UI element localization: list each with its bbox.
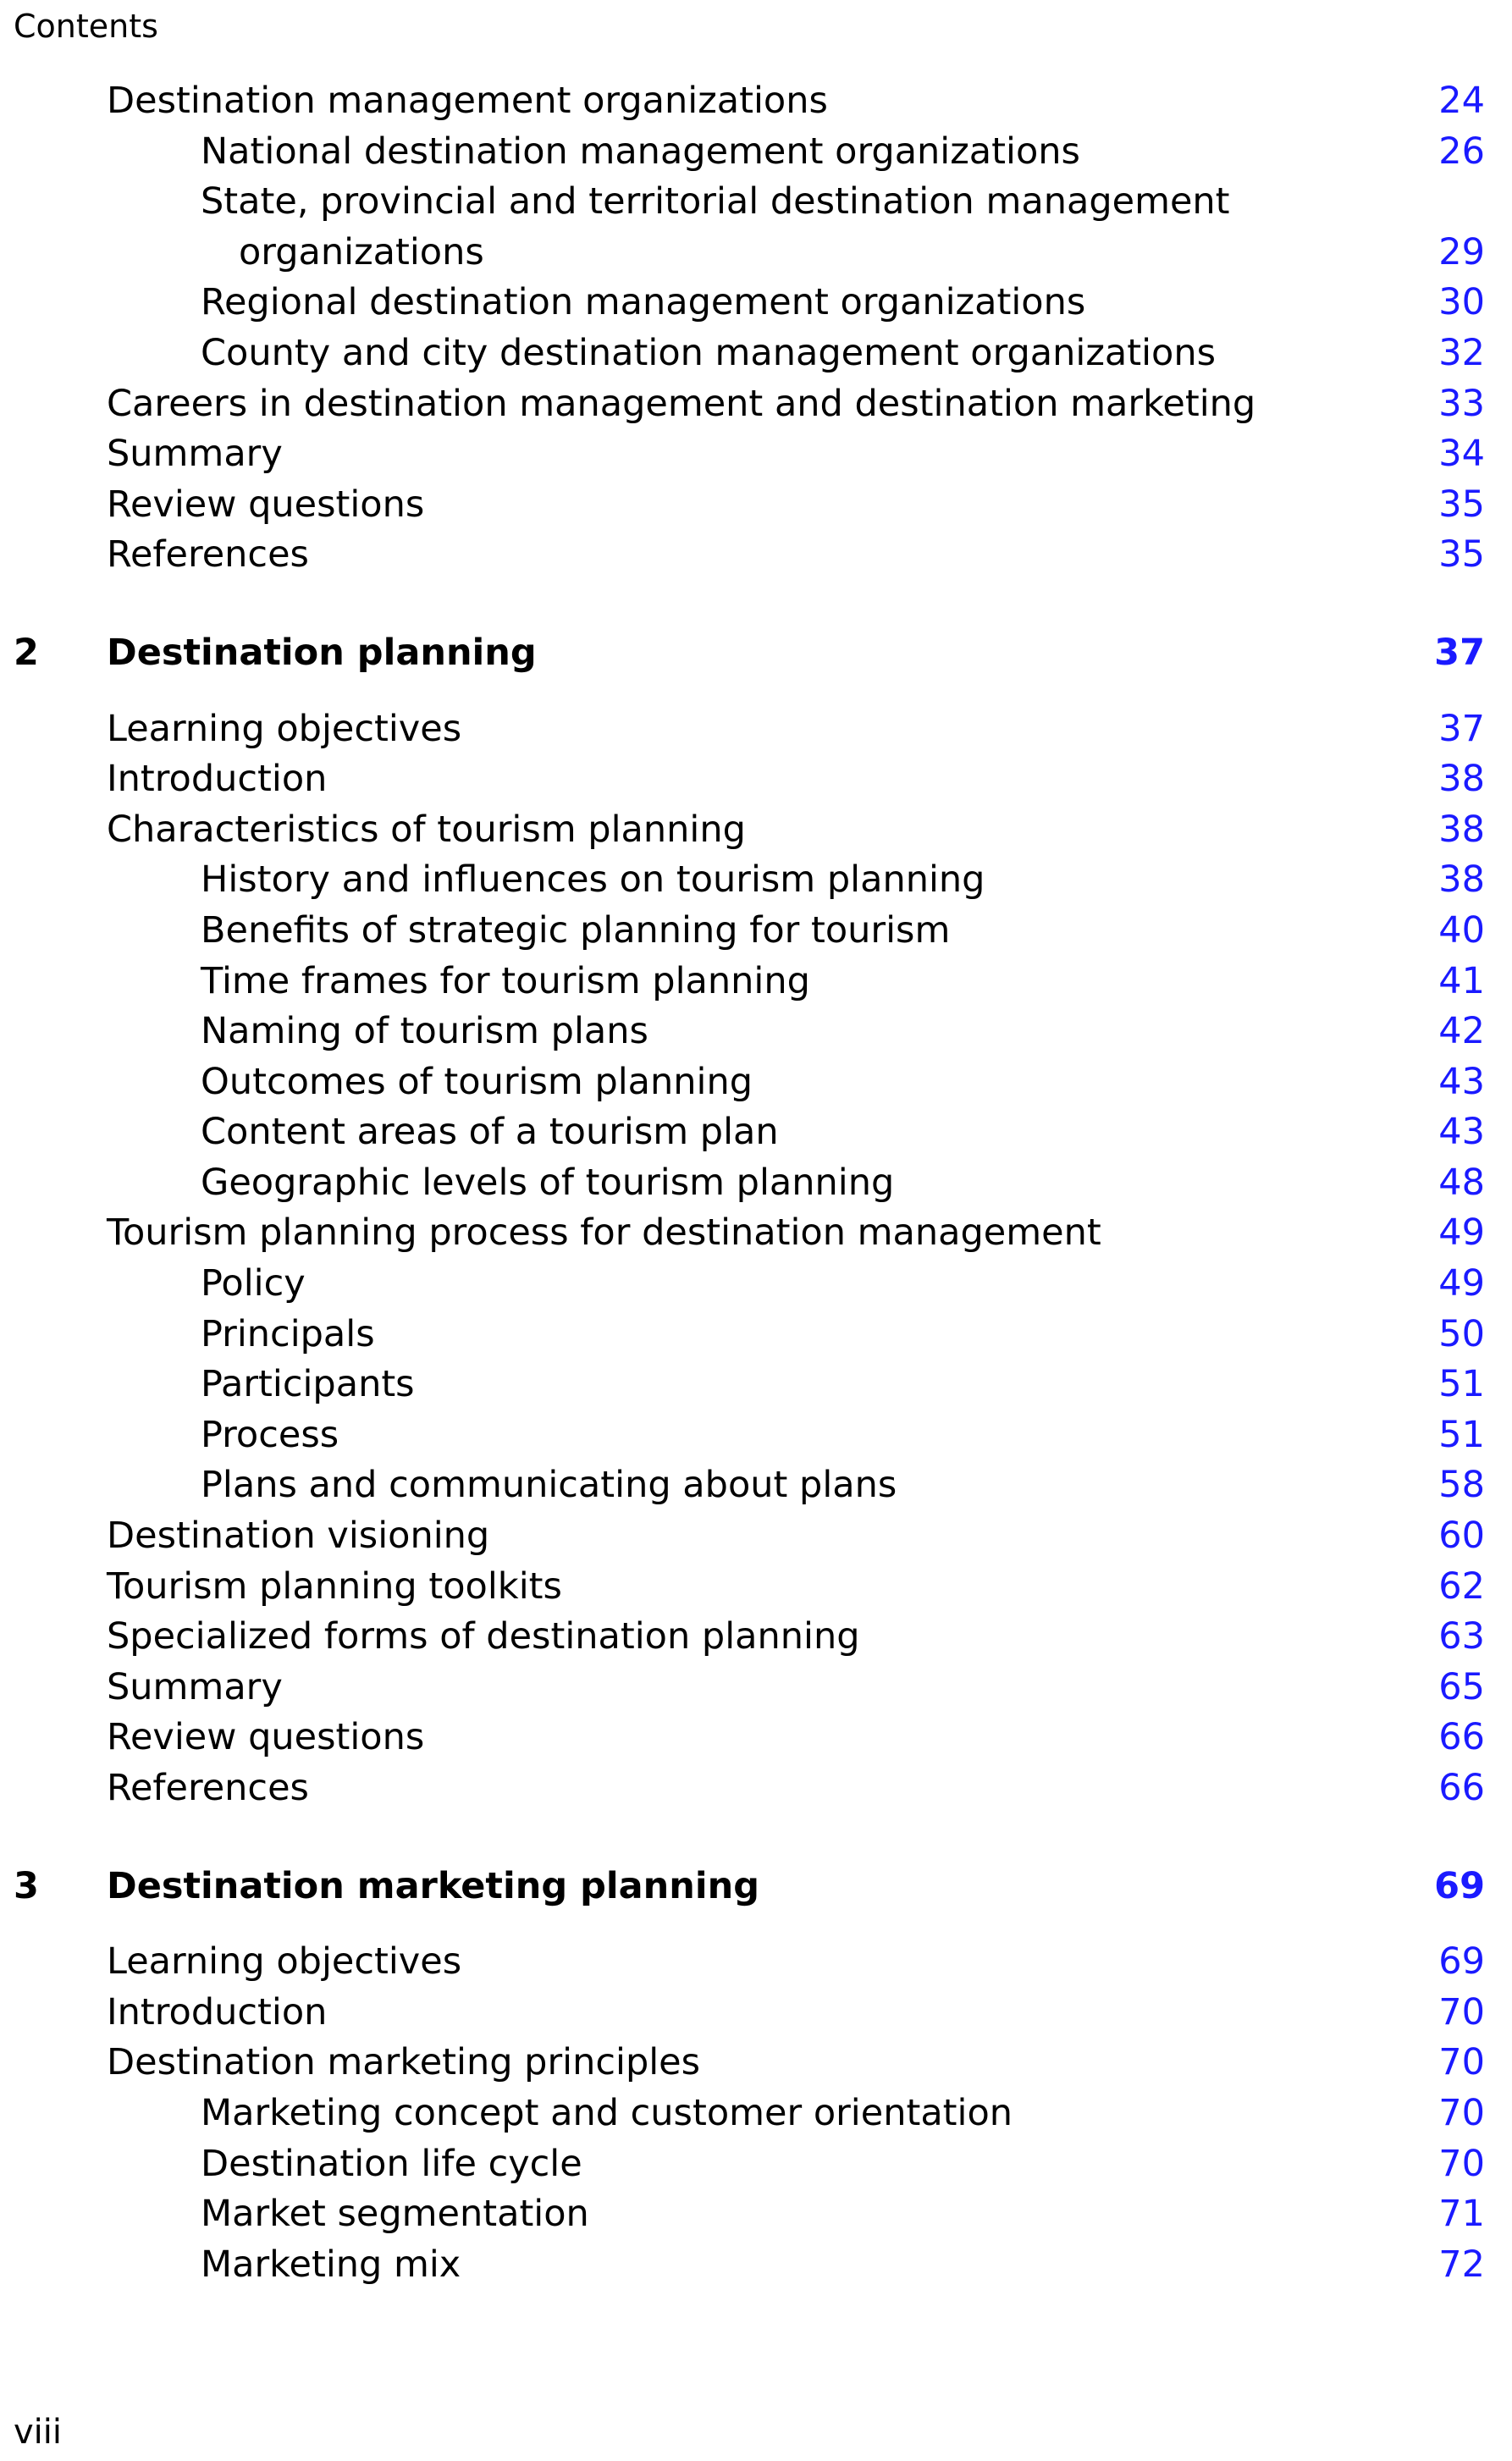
toc-page-number[interactable]: 66 (1438, 1767, 1485, 1809)
toc-page-number[interactable]: 62 (1438, 1564, 1485, 1608)
toc-entry-title: Destination marketing principles (107, 2041, 701, 2084)
toc-entry[interactable] (0, 2038, 1512, 2089)
toc-entry[interactable] (0, 278, 1512, 328)
toc-page-number[interactable]: 71 (1438, 2193, 1485, 2236)
toc-entry[interactable] (0, 379, 1512, 430)
toc-entry[interactable] (0, 2189, 1512, 2240)
toc-page-number[interactable]: 70 (1438, 2142, 1485, 2185)
toc-entry[interactable] (0, 906, 1512, 957)
toc-entry[interactable] (0, 177, 1512, 278)
toc-entry[interactable] (0, 1360, 1512, 1410)
toc-page-number[interactable]: 49 (1438, 1211, 1485, 1255)
toc-entry-title: Policy (201, 1262, 306, 1305)
toc-entry[interactable] (0, 1107, 1512, 1158)
toc-entry-title: Regional destination management organizations (201, 281, 1086, 324)
toc-entry[interactable] (0, 429, 1512, 480)
toc-page-number[interactable]: 49 (1438, 1262, 1485, 1305)
toc-entry-title: Careers in destination management and destination marketing (107, 382, 1256, 425)
toc-entry-title: References (107, 1767, 309, 1809)
toc-page-number[interactable]: 40 (1438, 908, 1485, 952)
chapter-title: Destination planning (107, 631, 537, 674)
toc-entry-title: Review questions (107, 1716, 425, 1759)
toc-page-number[interactable]: 70 (1438, 2041, 1485, 2084)
toc-page-number[interactable]: 35 (1438, 483, 1485, 526)
toc-entry-title: Destination management organizations (107, 80, 828, 122)
toc-entry[interactable] (0, 2240, 1512, 2291)
toc-entry[interactable] (0, 530, 1512, 581)
toc-entry-title: Summary (107, 433, 283, 476)
toc-page-number[interactable]: 63 (1438, 1615, 1485, 1658)
toc-entry-title: Introduction (107, 1990, 328, 2033)
toc-entry-title-line1: State, provincial and territorial destination management (201, 180, 1230, 223)
toc-entry-title: Plans and communicating about plans (201, 1464, 897, 1507)
toc-page-number[interactable]: 38 (1438, 808, 1485, 851)
toc-entry-title: Time frames for tourism planning (201, 959, 810, 1002)
toc-page-number[interactable]: 66 (1438, 1716, 1485, 1759)
toc-entry-title: Content areas of a tourism plan (201, 1111, 779, 1154)
toc-entry-title: Characteristics of tourism planning (107, 808, 746, 851)
toc-page-number[interactable]: 38 (1438, 858, 1485, 902)
toc-entry[interactable] (0, 1460, 1512, 1511)
toc-entry[interactable] (0, 1937, 1512, 1988)
toc-page-number[interactable]: 30 (1438, 281, 1485, 324)
toc-entry-title (201, 177, 1301, 278)
toc-entry[interactable] (0, 127, 1512, 178)
toc-entry-title: Geographic levels of tourism planning (201, 1161, 895, 1204)
toc-page-number[interactable]: 69 (1438, 1940, 1485, 1984)
running-head: Contents (14, 8, 158, 45)
toc-page-number[interactable]: 37 (1434, 631, 1485, 674)
toc-entry-title: Participants (201, 1363, 415, 1406)
toc-entry-title: Specialized forms of destination planning (107, 1615, 860, 1658)
toc-entry-title: National destination management organizations (201, 130, 1080, 173)
toc-page-number[interactable]: 34 (1438, 433, 1485, 476)
toc-page-number[interactable]: 70 (1438, 1990, 1485, 2033)
toc-entry-title: Marketing mix (201, 2243, 461, 2286)
toc-entry[interactable] (0, 1007, 1512, 1057)
chapter-title: Destination marketing planning (107, 1864, 759, 1907)
toc-entry-title: Naming of tourism plans (201, 1010, 648, 1053)
toc-entry[interactable] (0, 1562, 1512, 1613)
toc-entry[interactable] (0, 1612, 1512, 1663)
toc-entry-title: Benefits of strategic planning for tourism (201, 908, 951, 952)
toc-entry[interactable] (0, 1713, 1512, 1763)
toc-page-number[interactable]: 72 (1438, 2243, 1485, 2286)
toc-entry[interactable] (0, 754, 1512, 805)
page-folio: viii (14, 2413, 63, 2452)
toc-entry-title: Process (201, 1413, 339, 1456)
toc-entry-title: Principals (201, 1312, 375, 1355)
toc-page-number[interactable]: 41 (1438, 959, 1485, 1002)
toc-entry-title: References (107, 533, 309, 577)
toc-page-number[interactable]: 26 (1438, 130, 1485, 173)
toc-entry-title: Outcomes of tourism planning (201, 1060, 753, 1103)
toc-entry[interactable] (0, 1310, 1512, 1360)
toc-entry-title: History and influences on tourism planning (201, 858, 985, 902)
toc-page-number[interactable]: 37 (1438, 707, 1485, 750)
toc-entry-title: Learning objectives (107, 1940, 462, 1984)
toc-page-number[interactable]: 48 (1438, 1161, 1485, 1204)
toc-entry-title: Destination life cycle (201, 2142, 582, 2185)
toc-page-number[interactable]: 58 (1438, 1464, 1485, 1507)
toc-page-number[interactable]: 32 (1438, 331, 1485, 374)
toc-entry[interactable] (0, 1763, 1512, 1814)
toc-entry[interactable] (0, 2089, 1512, 2139)
toc-entry[interactable] (0, 1410, 1512, 1461)
chapter-heading-3[interactable] (0, 1862, 1512, 1912)
toc-entry[interactable] (0, 855, 1512, 906)
toc-entry[interactable] (0, 76, 1512, 127)
toc-entry-title: Introduction (107, 758, 328, 801)
toc-page-number[interactable]: 38 (1438, 758, 1485, 801)
toc-entry[interactable] (0, 480, 1512, 531)
toc-page-number[interactable]: 51 (1438, 1363, 1485, 1406)
toc-page-number[interactable]: 33 (1438, 382, 1485, 425)
toc-entry-title-line2: organizations (239, 230, 484, 273)
toc-page-number[interactable]: 51 (1438, 1413, 1485, 1456)
toc-page-number[interactable]: 42 (1438, 1010, 1485, 1053)
chapter-number: 3 (14, 1864, 39, 1907)
toc-entry-title: Tourism planning toolkits (107, 1564, 562, 1608)
toc-entry[interactable] (0, 1259, 1512, 1310)
toc-entry[interactable] (0, 2139, 1512, 2190)
toc-entry-title: Summary (107, 1665, 283, 1708)
toc-entry[interactable] (0, 1511, 1512, 1562)
toc-page-number[interactable]: 43 (1438, 1111, 1485, 1154)
toc-entry[interactable] (0, 1663, 1512, 1713)
toc-entry-title: Destination visioning (107, 1515, 490, 1558)
table-of-contents (0, 76, 1512, 2290)
toc-page-number[interactable]: 35 (1438, 533, 1485, 577)
toc-entry-title: Review questions (107, 483, 425, 526)
toc-entry[interactable] (0, 1158, 1512, 1209)
toc-page-number[interactable]: 60 (1438, 1515, 1485, 1558)
toc-page-number[interactable]: 43 (1438, 1060, 1485, 1103)
toc-entry-title: Market segmentation (201, 2193, 589, 2236)
toc-page-number[interactable]: 69 (1434, 1864, 1485, 1907)
toc-entry-title: County and city destination management organizations (201, 331, 1217, 374)
chapter-number: 2 (14, 631, 39, 674)
toc-entry-title: Tourism planning process for destination management (107, 1211, 1101, 1255)
toc-page-number[interactable]: 50 (1438, 1312, 1485, 1355)
toc-entry[interactable] (0, 328, 1512, 379)
toc-page-number[interactable]: 29 (1438, 230, 1485, 273)
toc-entry[interactable] (0, 704, 1512, 755)
toc-entry-title: Learning objectives (107, 707, 462, 750)
toc-entry[interactable] (0, 1988, 1512, 2039)
toc-entry[interactable] (0, 1208, 1512, 1259)
toc-page-number[interactable]: 65 (1438, 1665, 1485, 1708)
toc-entry[interactable] (0, 1057, 1512, 1108)
chapter-heading-2[interactable] (0, 628, 1512, 679)
toc-page-number[interactable]: 70 (1438, 2091, 1485, 2134)
toc-entry[interactable] (0, 805, 1512, 856)
toc-entry-title: Marketing concept and customer orientation (201, 2091, 1013, 2134)
toc-page-number[interactable]: 24 (1438, 80, 1485, 122)
toc-entry[interactable] (0, 957, 1512, 1007)
